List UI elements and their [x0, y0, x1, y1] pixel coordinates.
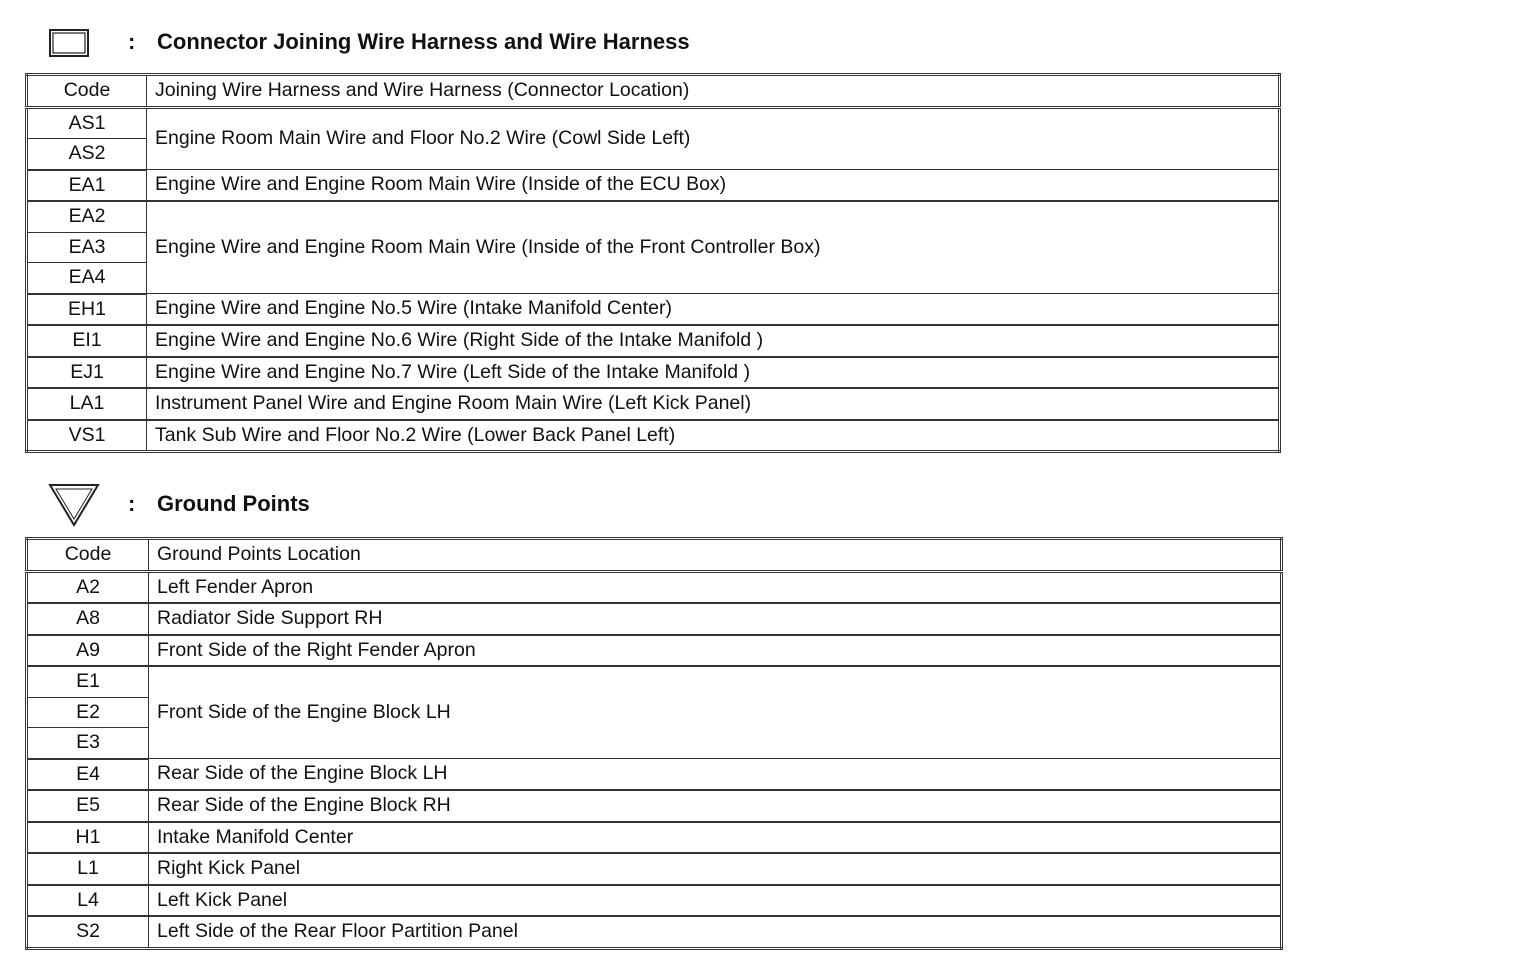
- table-row: [27, 603, 1282, 635]
- ground-code-cell: E3: [27, 728, 149, 759]
- ground-location-cell: Front Side of the Engine Block LH: [149, 666, 1282, 759]
- table-row: [27, 294, 1280, 326]
- table-row: [27, 357, 1280, 389]
- ground-location-cell: Intake Manifold Center: [149, 822, 1282, 854]
- ground-table: [25, 537, 1283, 950]
- connector-location-cell: Engine Room Main Wire and Floor No.2 Wire (Cowl Side Left): [147, 107, 1280, 170]
- table-row: [27, 325, 1280, 357]
- connector-location-cell: Engine Wire and Engine No.6 Wire (Right Side of the Intake Manifold ): [147, 325, 1280, 357]
- connector-location-cell: Engine Wire and Engine Room Main Wire (Inside of the ECU Box): [147, 170, 1280, 202]
- ground-location-cell: Front Side of the Right Fender Apron: [149, 635, 1282, 667]
- table-row: [27, 388, 1280, 420]
- ground-location-cell: Right Kick Panel: [149, 853, 1282, 885]
- connector-header-row: [27, 75, 1280, 108]
- connector-code-cell: EI1: [27, 325, 147, 357]
- connector-table-body: [27, 75, 1280, 452]
- table-row: [27, 916, 1282, 948]
- connector-location-cell: Tank Sub Wire and Floor No.2 Wire (Lower Back Panel Left): [147, 420, 1280, 452]
- ground-code-cell: E2: [27, 697, 149, 728]
- table-row: [27, 822, 1282, 854]
- connector-location-cell: Engine Wire and Engine No.5 Wire (Intake Manifold Center): [147, 294, 1280, 326]
- ground-code-cell: E4: [27, 759, 149, 791]
- connector-location-cell: Engine Wire and Engine No.7 Wire (Left Side of the Intake Manifold ): [147, 357, 1280, 389]
- ground-code-cell: E1: [27, 666, 149, 697]
- ground-header-colon: :: [128, 491, 136, 516]
- connector-code-cell: EA2: [27, 201, 147, 232]
- connector-code-cell: AS1: [27, 107, 147, 139]
- table-row: [27, 666, 1282, 697]
- ground-code-cell: A8: [27, 603, 149, 635]
- connector-code-cell: EA4: [27, 263, 147, 294]
- ground-location-cell: Left Side of the Rear Floor Partition Panel: [149, 916, 1282, 948]
- table-row: [27, 759, 1282, 791]
- table-row: [27, 853, 1282, 885]
- connector-header-location: Joining Wire Harness and Wire Harness (Connector Location): [147, 75, 1280, 108]
- ground-location-cell: Left Fender Apron: [149, 571, 1282, 603]
- table-row: [27, 571, 1282, 603]
- ground-code-cell: E5: [27, 790, 149, 822]
- table-row: [27, 635, 1282, 667]
- connector-header-code: Code: [27, 75, 147, 108]
- connector-location-cell: Engine Wire and Engine Room Main Wire (Inside of the Front Controller Box): [147, 201, 1280, 294]
- connector-section-title: Connector Joining Wire Harness and Wire Harness: [157, 29, 690, 54]
- connector-header-colon: :: [128, 29, 136, 54]
- connector-section-header: [0, 24, 1300, 64]
- ground-code-cell: H1: [27, 822, 149, 854]
- ground-header-code: Code: [27, 539, 149, 572]
- ground-header-row: [27, 539, 1282, 572]
- ground-table-body: [27, 539, 1282, 949]
- table-row: [27, 107, 1280, 139]
- connector-code-cell: VS1: [27, 420, 147, 452]
- ground-location-cell: Left Kick Panel: [149, 885, 1282, 917]
- table-row: [27, 201, 1280, 232]
- connector-code-cell: EJ1: [27, 357, 147, 389]
- ground-location-cell: Rear Side of the Engine Block LH: [149, 759, 1282, 791]
- rectangle-icon: [46, 28, 92, 63]
- ground-code-cell: A2: [27, 571, 149, 603]
- connector-code-cell: EA1: [27, 170, 147, 202]
- ground-location-cell: Radiator Side Support RH: [149, 603, 1282, 635]
- table-row: [27, 790, 1282, 822]
- ground-code-cell: L4: [27, 885, 149, 917]
- connector-table: [25, 73, 1281, 453]
- ground-section-header: [0, 482, 1300, 522]
- ground-code-cell: S2: [27, 916, 149, 948]
- connector-location-cell: Instrument Panel Wire and Engine Room Main Wire (Left Kick Panel): [147, 388, 1280, 420]
- ground-location-cell: Rear Side of the Engine Block RH: [149, 790, 1282, 822]
- ground-code-cell: A9: [27, 635, 149, 667]
- ground-code-cell: L1: [27, 853, 149, 885]
- table-row: [27, 420, 1280, 452]
- connector-code-cell: EA3: [27, 232, 147, 263]
- table-row: [27, 885, 1282, 917]
- connector-code-cell: LA1: [27, 388, 147, 420]
- ground-header-location: Ground Points Location: [149, 539, 1282, 572]
- down-triangle-icon: [46, 482, 102, 533]
- ground-section-title: Ground Points: [157, 491, 310, 516]
- connector-code-cell: EH1: [27, 294, 147, 326]
- connector-code-cell: AS2: [27, 139, 147, 170]
- table-row: [27, 170, 1280, 202]
